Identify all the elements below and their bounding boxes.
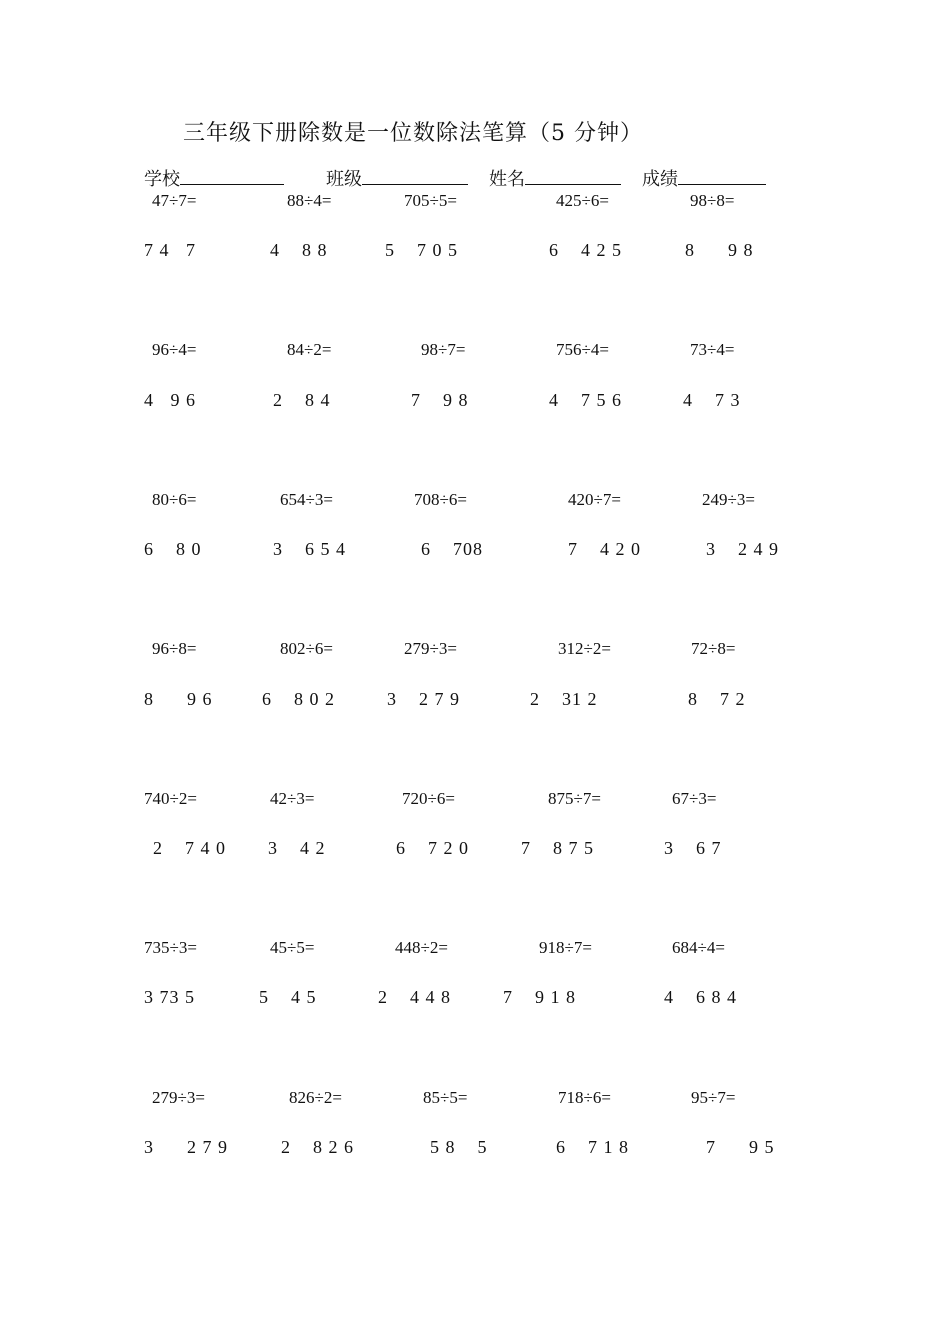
school-blank[interactable]: [180, 164, 284, 185]
problem: 249÷3=: [702, 490, 755, 509]
division-layout: 8 7 2: [688, 689, 746, 709]
division-layout: 6 708: [421, 539, 483, 559]
division-layout: 6 4 2 5: [549, 240, 622, 260]
division-layout: 3 2 4 9: [706, 539, 779, 559]
page-title: 三年级下册除数是一位数除法笔算（5 分钟）: [183, 121, 643, 146]
score-field: [642, 164, 766, 191]
division-layout: 4 7 5 6: [549, 390, 622, 410]
division-layout: 4 8 8: [270, 240, 328, 260]
score-label: 成绩: [642, 169, 678, 190]
problem: 98÷8=: [690, 191, 735, 210]
division-layout: 7 9 1 8: [503, 987, 576, 1007]
division-layout: 3 2 7 9: [144, 1137, 228, 1157]
problem: 802÷6=: [280, 639, 333, 658]
problem: 684÷4=: [672, 938, 725, 957]
problem: 72÷8=: [691, 639, 736, 658]
problem: 425÷6=: [556, 191, 609, 210]
division-layout: 7 4 2 0: [568, 539, 641, 559]
division-layout: 3 4 2: [268, 838, 326, 858]
division-layout: 6 7 2 0: [396, 838, 469, 858]
division-layout: 7 9 5: [706, 1137, 775, 1157]
division-layout: 5 8 5: [430, 1137, 488, 1157]
division-layout: 3 2 7 9: [387, 689, 460, 709]
class-field: [326, 164, 468, 191]
problem: 45÷5=: [270, 938, 315, 957]
problem: 875÷7=: [548, 789, 601, 808]
division-layout: 4 9 6: [144, 390, 196, 410]
problem: 705÷5=: [404, 191, 457, 210]
problem: 448÷2=: [395, 938, 448, 957]
problem: 279÷3=: [404, 639, 457, 658]
division-layout: 5 7 0 5: [385, 240, 458, 260]
problem: 80÷6=: [152, 490, 197, 509]
problem: 718÷6=: [558, 1088, 611, 1107]
problem: 96÷4=: [152, 340, 197, 359]
problem: 420÷7=: [568, 490, 621, 509]
problem: 720÷6=: [402, 789, 455, 808]
division-layout: 7 4 7: [144, 240, 196, 260]
problem: 279÷3=: [152, 1088, 205, 1107]
division-layout: 6 8 0: [144, 539, 202, 559]
division-layout: 2 8 4: [273, 390, 331, 410]
division-layout: 8 9 6: [144, 689, 213, 709]
division-layout: 3 6 5 4: [273, 539, 346, 559]
problem: 654÷3=: [280, 490, 333, 509]
problem: 96÷8=: [152, 639, 197, 658]
problem: 735÷3=: [144, 938, 197, 957]
division-layout: 2 4 4 8: [378, 987, 451, 1007]
problem: 708÷6=: [414, 490, 467, 509]
division-layout: 4 7 3: [683, 390, 741, 410]
division-layout: 3 73 5: [144, 987, 195, 1007]
class-label: 班级: [326, 169, 362, 190]
division-layout: 7 9 8: [411, 390, 469, 410]
school-field: [144, 164, 284, 191]
name-label: 姓名: [489, 169, 525, 190]
school-label: 学校: [144, 169, 180, 190]
division-layout: 3 6 7: [664, 838, 722, 858]
problem: 826÷2=: [289, 1088, 342, 1107]
problem: 85÷5=: [423, 1088, 468, 1107]
division-layout: 6 7 1 8: [556, 1137, 629, 1157]
problem: 740÷2=: [144, 789, 197, 808]
division-layout: 2 8 2 6: [281, 1137, 354, 1157]
division-layout: 2 31 2: [530, 689, 598, 709]
division-layout: 6 8 0 2: [262, 689, 335, 709]
division-layout: 8 9 8: [685, 240, 754, 260]
division-layout: 7 8 7 5: [521, 838, 594, 858]
problem: 312÷2=: [558, 639, 611, 658]
class-blank[interactable]: [362, 164, 468, 185]
problem: 47÷7=: [152, 191, 197, 210]
problem: 95÷7=: [691, 1088, 736, 1107]
problem: 67÷3=: [672, 789, 717, 808]
score-blank[interactable]: [678, 164, 766, 185]
problem: 73÷4=: [690, 340, 735, 359]
division-layout: 2 7 4 0: [153, 838, 226, 858]
division-layout: 4 6 8 4: [664, 987, 737, 1007]
name-blank[interactable]: [525, 164, 621, 185]
problem: 756÷4=: [556, 340, 609, 359]
problem: 42÷3=: [270, 789, 315, 808]
name-field: [489, 164, 621, 191]
problem: 98÷7=: [421, 340, 466, 359]
problem: 918÷7=: [539, 938, 592, 957]
problem: 88÷4=: [287, 191, 332, 210]
division-layout: 5 4 5: [259, 987, 317, 1007]
problem: 84÷2=: [287, 340, 332, 359]
